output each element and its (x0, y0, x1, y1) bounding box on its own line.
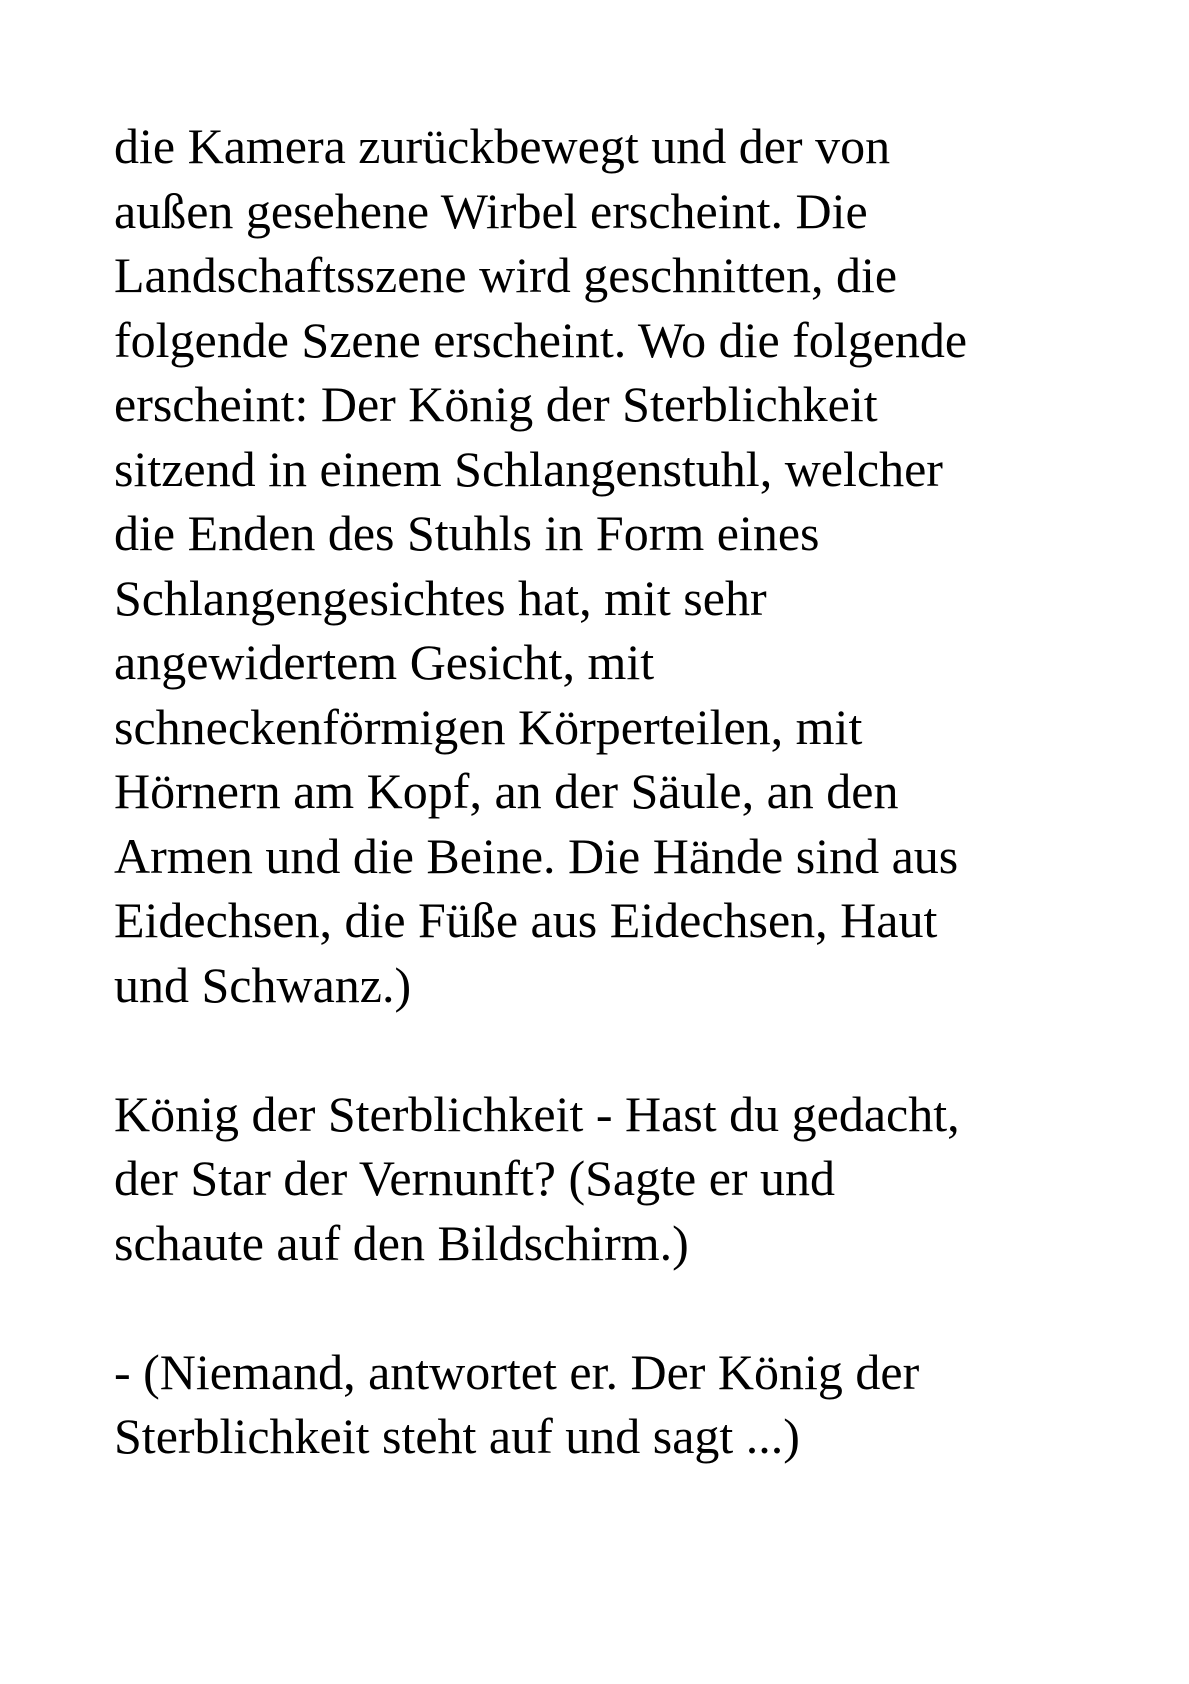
text-line: - (Niemand, antwortet er. Der König der (114, 1343, 920, 1400)
text-line: und Schwanz.) (114, 956, 412, 1013)
paragraph-dialogue-reply (114, 1340, 1114, 1469)
text-line: außen gesehene Wirbel erscheint. Die (114, 182, 868, 239)
text-line: erscheint: Der König der Sterblichkeit (114, 376, 878, 432)
text-line: sitzend in einem Schlangenstuhl, welcher (114, 440, 943, 497)
text-line: die Enden des Stuhls in Form eines (114, 505, 820, 561)
text-line: Armen und die Beine. Die Hände sind aus (114, 827, 959, 884)
text-line: Hörnern am Kopf, an der Säule, an den (114, 763, 899, 819)
text-line: Schlangengesichtes hat, mit sehr (114, 569, 767, 626)
paragraph-spacer (114, 1017, 1114, 1082)
text-line: schneckenförmigen Körperteilen, mit (114, 698, 863, 755)
text-line: Eidechsen, die Füße aus Eidechsen, Haut (114, 892, 938, 948)
text-line: König der Sterblichkeit - Hast du gedacht, (114, 1085, 960, 1142)
text-line: folgende Szene erscheint. Wo die folgende (114, 311, 968, 368)
text-line: die Kamera zurückbewegt und der von (114, 118, 891, 174)
paragraph-scene-description (114, 114, 1114, 1017)
text-line: Sterblichkeit steht auf und sagt ...) (114, 1408, 800, 1464)
paragraph-spacer (114, 1275, 1114, 1340)
text-line: der Star der Vernunft? (Sagte er und (114, 1150, 836, 1206)
paragraph-dialogue-king (114, 1082, 1114, 1276)
document-text (114, 114, 1114, 1469)
text-line: schaute auf den Bildschirm.) (114, 1214, 689, 1271)
text-line: angewidertem Gesicht, mit (114, 634, 655, 690)
text-line: Landschaftsszene wird geschnitten, die (114, 247, 898, 303)
